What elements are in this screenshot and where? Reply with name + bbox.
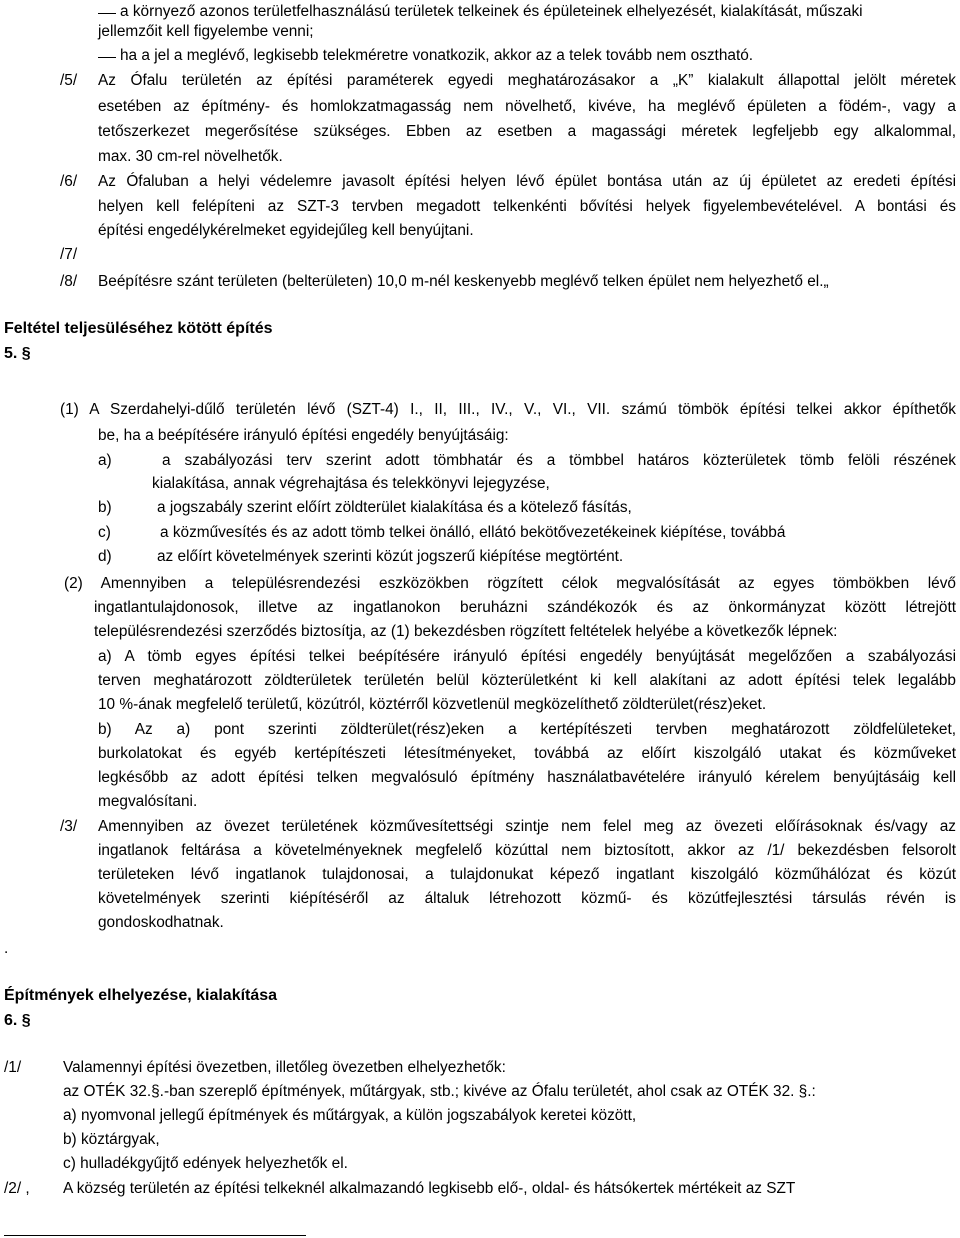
- paragraph-line: követelmények szerinti kiépítéséről az általuk létrehozott közmű- és közútfejlesztési társulás révén is: [98, 890, 956, 907]
- list-label: a): [98, 452, 112, 469]
- list-label: b): [98, 499, 112, 516]
- paragraph-line: Valamennyi építési övezetben, illetőleg övezetben elhelyezhetők:: [63, 1059, 506, 1076]
- paragraph-line: Az Ófaluban a helyi védelemre javasolt építési helyen lévő épület bontása után az új épületet az eredeti építési: [98, 173, 956, 190]
- section-number: 6. §: [4, 1012, 31, 1029]
- list-item-continuation: megvalósítani.: [98, 793, 198, 810]
- paragraph-number: /6/: [60, 173, 78, 190]
- paragraph-line: Amennyiben az övezet területének közművesítettségi szintje nem felel meg az övezeti előírásoknak és/vagy az: [98, 818, 956, 835]
- paragraph-line: max. 30 cm-rel növelhetők.: [98, 148, 283, 165]
- paragraph-line: tetőszerkezet megerősítése szükséges. Ebben az esetben a magassági méretek legfeljebb egy alkalommal,: [98, 123, 956, 140]
- list-item: ha a jel a meglévő, legkisebb telekméretre vonatkozik, akkor az a telek tovább nem osztható.: [120, 47, 754, 64]
- list-dash: [98, 13, 116, 14]
- paragraph-line: az OTÉK 32.§.-ban szereplő építmények, műtárgyak, stb.; kivéve az Ófalu területét, ahol csak az OTÉK 32. §.:: [63, 1083, 816, 1100]
- paragraph-line: területeken lévő ingatlanok tulajdonosai, a tulajdonukat képező ingatlant kiszolgáló közműhálózat és közút: [98, 866, 956, 883]
- list-item: c) hulladékgyűjtő edények helyezhetők el.: [63, 1155, 348, 1172]
- list-item-continuation: jellemzőit kell figyelembe venni;: [98, 23, 314, 40]
- paragraph-number: /1/: [4, 1059, 22, 1076]
- list-item: a) A tömb egyes építési telkei beépítésére irányuló építési engedély benyújtását megelőzően a szabályozási: [98, 648, 956, 665]
- paragraph-line: Az Ófalu területén az építési paraméterek egyedi meghatározásakor a „K” kialakult állapottal jelölt méretek: [98, 72, 956, 89]
- list-item: a környező azonos területfelhasználású területek telkeinek és épületeinek elhelyezését, kialakítását, műszaki: [120, 3, 863, 20]
- list-item: a) nyomvonal jellegű építmények és műtárgyak, a külön jogszabályok keretei között,: [63, 1107, 637, 1124]
- paragraph-line: ingatlantulajdonosok, illetve az ingatlanokon beruházni szándékozók és az önkormányzat között létrejött: [94, 599, 956, 616]
- paragraph-line: be, ha a beépítésére irányuló építési engedély benyújtásáig:: [98, 427, 509, 444]
- list-item-continuation: burkolatokat és egyéb kertépítészeti létesítményeket, továbbá az előírt kiszolgáló utakat és közműveket: [98, 745, 956, 762]
- paragraph-line: (2) Amennyiben a településrendezési eszközökben rögzített célok megvalósítását az egyes tömbökben lévő: [64, 575, 956, 592]
- list-item-continuation: legkésőbb az adott építési telken megvalósuló építmény használatbavételére irányuló kérelem benyújtásáig kell: [98, 769, 956, 786]
- list-label: c): [98, 524, 111, 541]
- section-title: Építmények elhelyezése, kialakítása: [4, 987, 278, 1004]
- stray-dot: .: [4, 940, 9, 957]
- paragraph-number: /8/: [60, 273, 78, 290]
- list-item: a jogszabály szerint előírt zöldterület kialakítása és a kötelező fásítás,: [157, 499, 632, 516]
- list-item: a szabályozási terv szerint adott tömbhatár és a tömbbel határos közterületek tömb felöli részének: [162, 452, 956, 469]
- paragraph-line: Beépítésre szánt területen (belterületen) 10,0 m-nél keskenyebb meglévő telken épület nem helyezhető el.„: [98, 273, 829, 290]
- list-dash: [98, 57, 116, 58]
- list-item: a közművesítés és az adott tömb telkei önálló, ellátó bekötővezetékeinek kiépítése, továbbá: [160, 524, 786, 541]
- paragraph-line: esetében az építmény- és homlokzatmagasság nem növelhető, kivéve, ha meglévő épületen a födém-, vagy a: [98, 98, 956, 115]
- paragraph-line: településrendezési szerződés biztosítja, az (1) bekezdésben rögzített feltételek helyébe a következők lépnek:: [94, 623, 838, 640]
- paragraph-line: A község területén az építési telkeknél alkalmazandó legkisebb elő-, oldal- és hátsókertek mértékeit az SZT: [63, 1180, 796, 1197]
- footnote-separator: [4, 1235, 306, 1236]
- list-label: d): [98, 548, 112, 565]
- paragraph-line: gondoskodhatnak.: [98, 914, 224, 931]
- list-item-continuation: 10 %-ának megfelelő területű, közútról, köztérről közvetlenül megközelíthető zöldterület(rész)eket.: [98, 696, 767, 713]
- paragraph-line: építési engedélykérelmeket egyidejűleg kell benyújtani.: [98, 222, 474, 239]
- paragraph-line: ingatlanok feltárása a követelményeknek megfelelő közúttal nem biztosított, akkor az /1/ bekezdésben felsorolt: [98, 842, 956, 859]
- paragraph-number: /7/: [60, 246, 78, 263]
- section-number: 5. §: [4, 345, 31, 362]
- list-item-continuation: terven meghatározott zöldterületek területén belül közterületként ki kell alakítani az adott építési telek legalább: [98, 672, 956, 689]
- list-item: az előírt követelmények szerinti közút jogszerű kiépítése megtörtént.: [157, 548, 624, 565]
- paragraph-line: (1) A Szerdahelyi-dűlő területén lévő (SZT-4) I., II, III., IV., V., VI., VII. számú tömbök építési telkei akkor építhetők: [60, 401, 956, 418]
- list-item: b) Az a) pont szerinti zöldterület(rész)eken a kertépítészeti tervben meghatározott zöldfelületeket,: [98, 721, 956, 738]
- section-title: Feltétel teljesüléséhez kötött építés: [4, 320, 273, 337]
- paragraph-number: /5/: [60, 72, 78, 89]
- paragraph-number: /2/ ,: [4, 1180, 30, 1197]
- paragraph-number: /3/: [60, 818, 78, 835]
- paragraph-line: helyen kell felépíteni az SZT-3 tervben megadott telkenkénti bővítési helyek figyelembevételével. A bontási és: [98, 198, 956, 215]
- list-item-continuation: kialakítása, annak végrehajtása és telekkönyvi lejegyzése,: [152, 475, 550, 492]
- list-item: b) köztárgyak,: [63, 1131, 160, 1148]
